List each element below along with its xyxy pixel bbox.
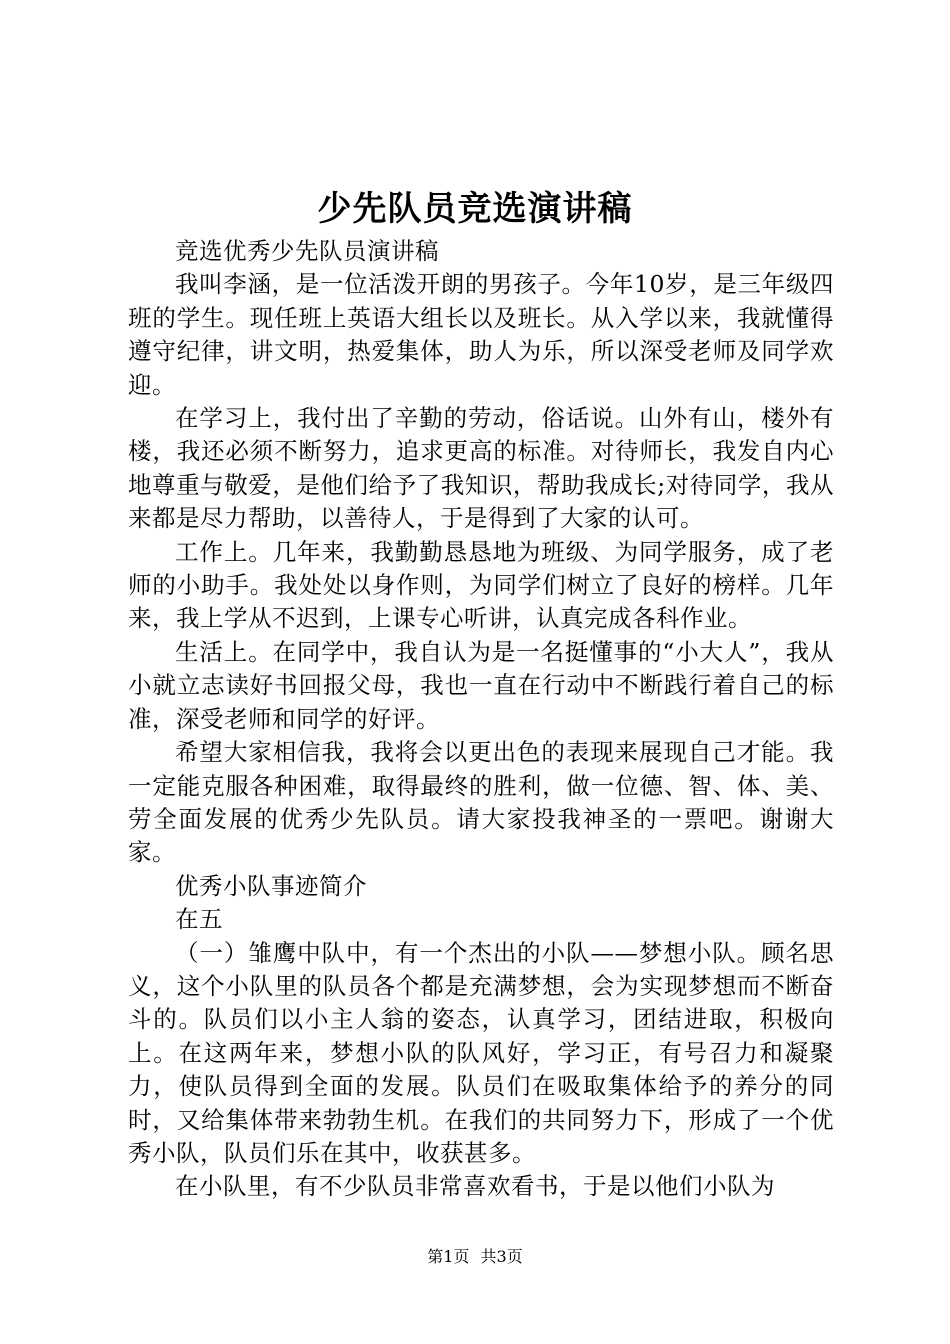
page-title: 少先队员竞选演讲稿 [317, 189, 633, 229]
paragraph-closing: 希望大家相信我，我将会以更出色的表现来展现自己才能。我一定能克服各种困难，取得最终的胜利，做一位德、智、体、美、劳全面发展的优秀少先队员。请大家投我神圣的一票吧。谢谢大家。 [128, 738, 834, 867]
page-total: 共3页 [480, 1247, 523, 1266]
paragraph-fragment: 在五 [175, 905, 223, 934]
page-number: 第1页 [427, 1247, 470, 1266]
paragraph-subtitle: 竞选优秀少先队员演讲稿 [175, 237, 439, 265]
paragraph-squad: （一）雏鹰中队中，有一个杰出的小队——梦想小队。顾名思义，这个小队里的队员各个都是充满梦想，会为实现梦想而不断奋斗的。队员们以小主人翁的姿态，认真学习，团结进取，积极向上。在这两年来，梦想小队的队风好，学习正，有号召力和凝聚力，使队员得到全面的发展。队员们在吸取集体给予的养分的同时，又给集体带来勃勃生机。在我们的共同努力下，形成了一个优秀小队，队员们乐在其中，收获甚多。 [128, 938, 834, 1167]
page-footer [0, 1245, 950, 1269]
paragraph-work: 工作上。几年来，我勤勤恳恳地为班级、为同学服务，成了老师的小助手。我处处以身作则，为同学们树立了良好的榜样。几年来，我上学从不迟到，上课专心听讲，认真完成各科作业。 [128, 537, 834, 633]
paragraph-reading: 在小队里，有不少队员非常喜欢看书，于是以他们小队为 [175, 1172, 775, 1201]
paragraph-life: 生活上。在同学中，我自认为是一名挺懂事的“小大人”，我从小就立志读好书回报父母，我也一直在行动中不断践行着自己的标准，深受老师和同学的好评。 [128, 637, 834, 733]
paragraph-intro: 我叫李涵，是一位活泼开朗的男孩子。今年10岁，是三年级四班的学生。现任班上英语大组长以及班长。从入学以来，我就懂得遵守纪律，讲文明，热爱集体，助人为乐，所以深受老师及同学欢迎。 [128, 270, 834, 399]
paragraph-study: 在学习上，我付出了辛勤的劳动，俗话说。山外有山，楼外有楼，我还必须不断努力，追求更高的标准。对待师长，我发自内心地尊重与敬爱，是他们给予了我知识，帮助我成长;对待同学，我从来都是尽力帮助，以善待人，于是得到了大家的认可。 [128, 404, 834, 533]
section-heading: 优秀小队事迹简介 [175, 871, 367, 900]
document-body [128, 235, 834, 1204]
